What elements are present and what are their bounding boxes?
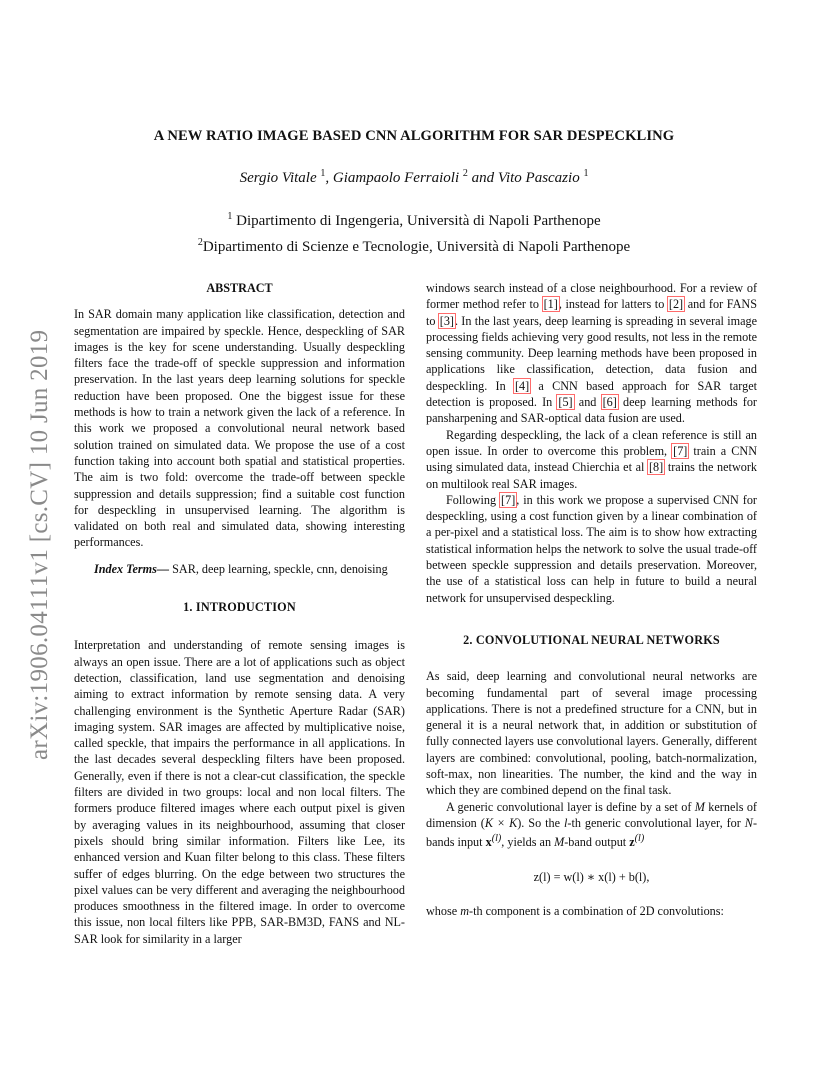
author-name: and Vito Pascazio bbox=[471, 170, 580, 186]
intro-paragraph bbox=[426, 427, 757, 492]
citation-link[interactable]: [7] bbox=[673, 443, 688, 458]
intro-paragraph: Interpretation and understanding of remote sensing images is always an open issue. There are a lot of applications such as object detection, classification, land use segmentation and denoising aiming to extract information by remote sensing data. A very challenging environment is the Synthetic Aperture Radar (SAR) imaging system. SAR images are affected by multiplicative noise, called speckle, that impairs the performance in all applications. In the last decades several despeckling filters have been proposed. Generally, even if there is not a clear-cut classification, the speckle filters are divided in two groups: local and non local filters. The formers produce filtered images where each output pixel is given by averaging values in its neighbourhood, assuming that closer pixels should bring similar information. Filters like Lee, its enhanced version and Kuan filter belong to this class. These filters suffer of edges blurring. On the edge between two structures the pixel values can be very different and averaging the neighbourhood produces smoothness in the filtered image. In order to overcome this issue, non local filters like PPB, SAR-BM3D, FANS and NL-SAR look for similarity in a larger bbox=[74, 638, 405, 946]
citation-link[interactable]: [4] bbox=[514, 378, 530, 393]
index-terms-text: SAR, deep learning, speckle, cnn, denoising bbox=[172, 561, 388, 576]
cnn-paragraph: As said, deep learning and convolutional neural networks are becoming fundamental part of several image processing applications. There is not a predefined structure for a CNN, but in general it is a neural network that, in addition or substitution of fully connected layers use convolutional layers. Generally, different layers are combined: convolutional, pooling, batch-normalization, soft-max, non linearities. The number, the kind and the way in which they are combined depend on the final task. bbox=[426, 669, 757, 798]
math-symbol: z bbox=[629, 835, 635, 850]
math-symbol: x bbox=[485, 835, 492, 850]
citation-link[interactable]: [8] bbox=[649, 460, 664, 475]
abstract-heading: ABSTRACT bbox=[206, 281, 273, 295]
text-run: . In the last years, deep learning is spreading in several image processing fields achieving very good results, not less in the remote sensing community. Deep learning methods have been proposed in applications like classification, detection, data fusion and despeckling. In bbox=[426, 313, 757, 393]
affiliations bbox=[0, 206, 828, 258]
citation-link[interactable]: [2] bbox=[668, 297, 684, 312]
math-symbol: m bbox=[460, 903, 470, 918]
text-run: deep learning methods for pansharpening and SAR-optical data fusion are used. bbox=[426, 395, 757, 426]
citation-link[interactable]: [3] bbox=[439, 313, 454, 328]
citation-link[interactable]: [5] bbox=[558, 395, 573, 410]
affiliation-marker: 2 bbox=[197, 237, 203, 248]
author-affiliation-marker: 2 bbox=[462, 168, 468, 179]
math-superscript: (l) bbox=[491, 833, 502, 845]
text-run: -th component is a combination of 2D convolutions: bbox=[469, 903, 724, 918]
author-affiliation-marker: 1 bbox=[583, 168, 589, 179]
text-run: a CNN based approach for SAR target detection is proposed. In bbox=[426, 378, 757, 410]
citation-link[interactable]: [6] bbox=[602, 395, 617, 410]
text-run: and for FANS to bbox=[426, 297, 757, 328]
intro-paragraph-continued bbox=[426, 280, 757, 427]
equation: z(l) = w(l) ∗ x(l) + b(l), bbox=[533, 869, 650, 884]
affiliation-text: Dipartimento di Scienze e Tecnologie, Università di Napoli Parthenope bbox=[202, 239, 631, 255]
text-run: -bands input bbox=[426, 815, 757, 850]
text-run: -band output bbox=[564, 835, 630, 850]
section-heading-introduction: 1. INTRODUCTION bbox=[183, 600, 296, 615]
section-heading-cnn: 2. CONVOLUTIONAL NEURAL NETWORKS bbox=[463, 632, 720, 647]
text-run: whose bbox=[426, 903, 461, 918]
cnn-paragraph bbox=[426, 799, 757, 851]
affiliation-marker: 1 bbox=[227, 211, 233, 222]
author-affiliation-marker: 1 bbox=[320, 168, 326, 179]
text-run: -th generic convolutional layer, for bbox=[567, 815, 745, 830]
text-run: and bbox=[573, 395, 602, 410]
author-name: Giampaolo Ferraioli bbox=[332, 170, 460, 186]
affiliation-line bbox=[0, 206, 828, 232]
text-run: , instead for latters to bbox=[558, 297, 668, 312]
index-terms bbox=[74, 561, 405, 577]
affiliation-text: Dipartimento di Ingengeria, Università di Napoli Parthenope bbox=[236, 213, 601, 229]
text-run: , yields an bbox=[501, 835, 555, 850]
citation-link[interactable]: [1] bbox=[543, 297, 558, 312]
text-run: Following bbox=[446, 492, 501, 507]
author-name: Sergio Vitale bbox=[239, 170, 317, 186]
math-symbol: M bbox=[554, 835, 565, 850]
paper-title: A NEW RATIO IMAGE BASED CNN ALGORITHM FOR SAR DESPECKLING bbox=[153, 128, 675, 144]
index-terms-label: Index Terms— bbox=[94, 561, 170, 576]
text-run: , in this work we propose a supervised CNN for despeckling, using a cost function given by a linear combination of a per-pixel and a statistical loss. The aim is to show how extracting statistical information helps the network to solve the usual trade-off between speckle suppression and details preservation. Moreover, the use of a statistical loss can help in future to build a neural network for unsupervised despeckling. bbox=[426, 492, 757, 605]
text-run: Regarding despeckling, the lack of a clean reference is still an open issue. In order to overcome this problem, bbox=[426, 427, 757, 458]
right-column bbox=[426, 280, 757, 919]
intro-paragraph bbox=[426, 492, 757, 606]
text-run: kernels of dimension ( bbox=[426, 799, 757, 830]
text-run: train a CNN using simulated data, instead Chierchia et al bbox=[426, 443, 757, 475]
left-column bbox=[74, 280, 405, 947]
text-run: trains the network on multilook real SAR images. bbox=[426, 460, 757, 491]
math-superscript: (l) bbox=[634, 833, 645, 845]
citation-link[interactable]: [7] bbox=[501, 492, 516, 507]
author-list: Sergio Vitale $^1$, Giampaolo Ferraioli $^2$ and Vito Pascazio $^1$ bbox=[239, 168, 589, 186]
math-symbol: l bbox=[564, 815, 568, 830]
text-run: ). So the bbox=[517, 815, 565, 830]
text-run: A generic convolutional layer is define by a set of bbox=[446, 799, 695, 814]
math-symbol: N bbox=[744, 815, 753, 830]
math-symbol: M bbox=[694, 799, 705, 814]
arxiv-side-stamp: arXiv:1906.04111v1 [cs.CV] 10 Jun 2019 bbox=[26, 329, 53, 760]
cnn-paragraph bbox=[426, 903, 757, 919]
affiliation-line bbox=[0, 232, 828, 258]
text-run: windows search instead of a close neighbourhood. For a review of former method refer to bbox=[426, 281, 757, 312]
math-symbol: K × K bbox=[484, 815, 518, 830]
abstract-text: In SAR domain many application like classification, detection and segmentation are impaired by speckle. Hence, despeckling of SAR images is the key for scene understanding. Usually despeckling filters face the trade-off of speckle suppression and information preservation. In the last years deep learning solutions for speckle reduction have been proposed. One the biggest issue for these methods is how to train a network given the lack of a reference. In this work we proposed a convolutional neural network based solution trained on simulated data. We propose the use of a cost function taking into account both spatial and statistical properties. The aim is two fold: overcome the trade-off between speckle suppression and details suppression; find a suitable cost function for despeckling in unsupervised learning. The algorithm is validated on both real and simulated data, showing interesting performances. bbox=[74, 307, 405, 550]
